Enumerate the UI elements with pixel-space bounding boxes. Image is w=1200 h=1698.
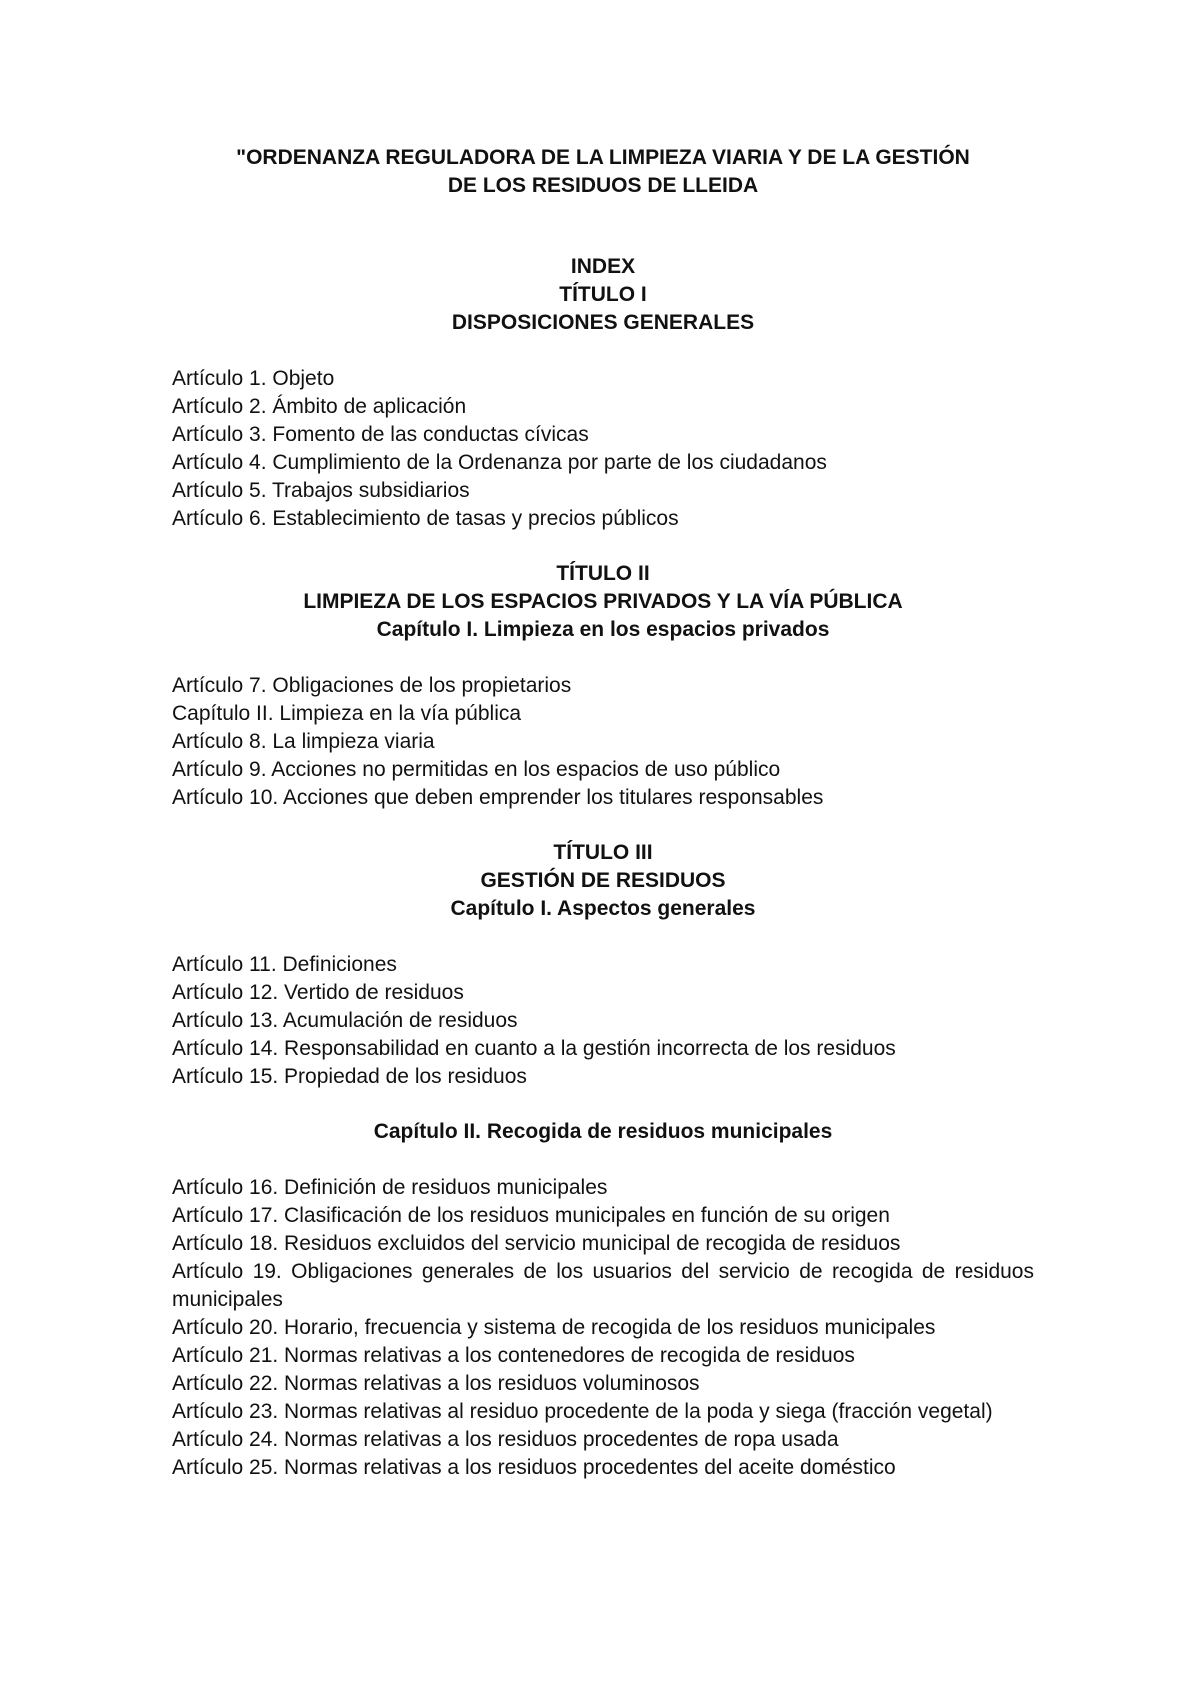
title-heading: TÍTULO II <box>556 562 650 585</box>
spacer <box>172 337 1034 365</box>
toc-entry: Artículo 16. Definición de residuos municipales <box>172 1176 608 1199</box>
toc-entry: Artículo 8. La limpieza viaria <box>172 730 435 753</box>
toc-list-titulo-2 <box>172 672 1034 812</box>
toc-entry: Artículo 24. Normas relativas a los residuos procedentes de ropa usada <box>172 1428 839 1451</box>
toc-entry: Artículo 20. Horario, frecuencia y sistema de recogida de los residuos municipales <box>172 1316 936 1339</box>
document-page <box>172 144 1034 1482</box>
spacer <box>172 644 1034 672</box>
chapter-heading: Capítulo II. Recogida de residuos municipales <box>373 1120 833 1143</box>
section-heading-titulo-3 <box>172 839 1034 923</box>
title-subheading: LIMPIEZA DE LOS ESPACIOS PRIVADOS Y LA VÍA PÚBLICA <box>303 590 903 613</box>
chapter-heading: Capítulo I. Limpieza en los espacios privados <box>376 618 830 641</box>
toc-entry: Artículo 3. Fomento de las conductas cívicas <box>172 423 589 446</box>
toc-entry: Artículo 15. Propiedad de los residuos <box>172 1065 527 1088</box>
toc-entry: Artículo 25. Normas relativas a los residuos procedentes del aceite doméstico <box>172 1456 896 1479</box>
toc-entry: Artículo 22. Normas relativas a los residuos voluminosos <box>172 1372 700 1395</box>
spacer <box>172 1146 1034 1174</box>
toc-entry: Artículo 1. Objeto <box>172 367 335 390</box>
toc-entry: Artículo 13. Acumulación de residuos <box>172 1009 518 1032</box>
title-heading: TÍTULO I <box>559 283 647 306</box>
section-heading-titulo-1 <box>172 253 1034 337</box>
spacer <box>172 812 1034 839</box>
toc-entry: Artículo 9. Acciones no permitidas en los espacios de uso público <box>172 758 781 781</box>
toc-entry: Artículo 4. Cumplimiento de la Ordenanza por parte de los ciudadanos <box>172 451 827 474</box>
spacer <box>172 199 1034 253</box>
toc-entry: Artículo 5. Trabajos subsidiarios <box>172 479 470 502</box>
toc-entry: Artículo 6. Establecimiento de tasas y precios públicos <box>172 507 679 530</box>
title-subheading: GESTIÓN DE RESIDUOS <box>480 869 726 892</box>
toc-list-titulo-3 <box>172 951 1034 1091</box>
document-title-line: DE LOS RESIDUOS DE LLEIDA <box>447 173 759 197</box>
toc-entry: Artículo 19. Obligaciones generales de los usuarios del servicio de recogida de residuos municipales <box>172 1260 1034 1311</box>
toc-entry: Artículo 17. Clasificación de los residuos municipales en función de su origen <box>172 1204 890 1227</box>
title-heading: TÍTULO III <box>553 841 653 864</box>
chapter-heading: Capítulo I. Aspectos generales <box>450 897 756 920</box>
toc-entry: Artículo 14. Responsabilidad en cuanto a la gestión incorrecta de los residuos <box>172 1037 896 1060</box>
spacer <box>172 923 1034 951</box>
section-heading-capitulo-2 <box>172 1118 1034 1146</box>
toc-entry: Artículo 21. Normas relativas a los contenedores de recogida de residuos <box>172 1344 855 1367</box>
spacer <box>172 533 1034 560</box>
toc-list-capitulo-2 <box>172 1174 1034 1482</box>
index-heading: INDEX <box>570 255 636 278</box>
toc-entry: Artículo 18. Residuos excluidos del servicio municipal de recogida de residuos <box>172 1232 901 1255</box>
toc-list-titulo-1 <box>172 365 1034 533</box>
toc-entry: Artículo 7. Obligaciones de los propietarios <box>172 674 572 697</box>
section-heading-titulo-2 <box>172 560 1034 644</box>
toc-entry: Artículo 2. Ámbito de aplicación <box>172 395 467 418</box>
document-title <box>172 144 1034 199</box>
spacer <box>172 1091 1034 1118</box>
document-title-line: "ORDENANZA REGULADORA DE LA LIMPIEZA VIARIA Y DE LA GESTIÓN <box>236 146 970 169</box>
toc-entry: Artículo 10. Acciones que deben emprender los titulares responsables <box>172 786 824 809</box>
toc-entry: Artículo 11. Definiciones <box>172 953 397 976</box>
toc-entry: Artículo 12. Vertido de residuos <box>172 981 464 1004</box>
toc-entry: Capítulo II. Limpieza en la vía pública <box>172 702 522 725</box>
toc-entry: Artículo 23. Normas relativas al residuo procedente de la poda y siega (fracción vegetal) <box>172 1400 993 1423</box>
title-subheading: DISPOSICIONES GENERALES <box>451 311 755 334</box>
